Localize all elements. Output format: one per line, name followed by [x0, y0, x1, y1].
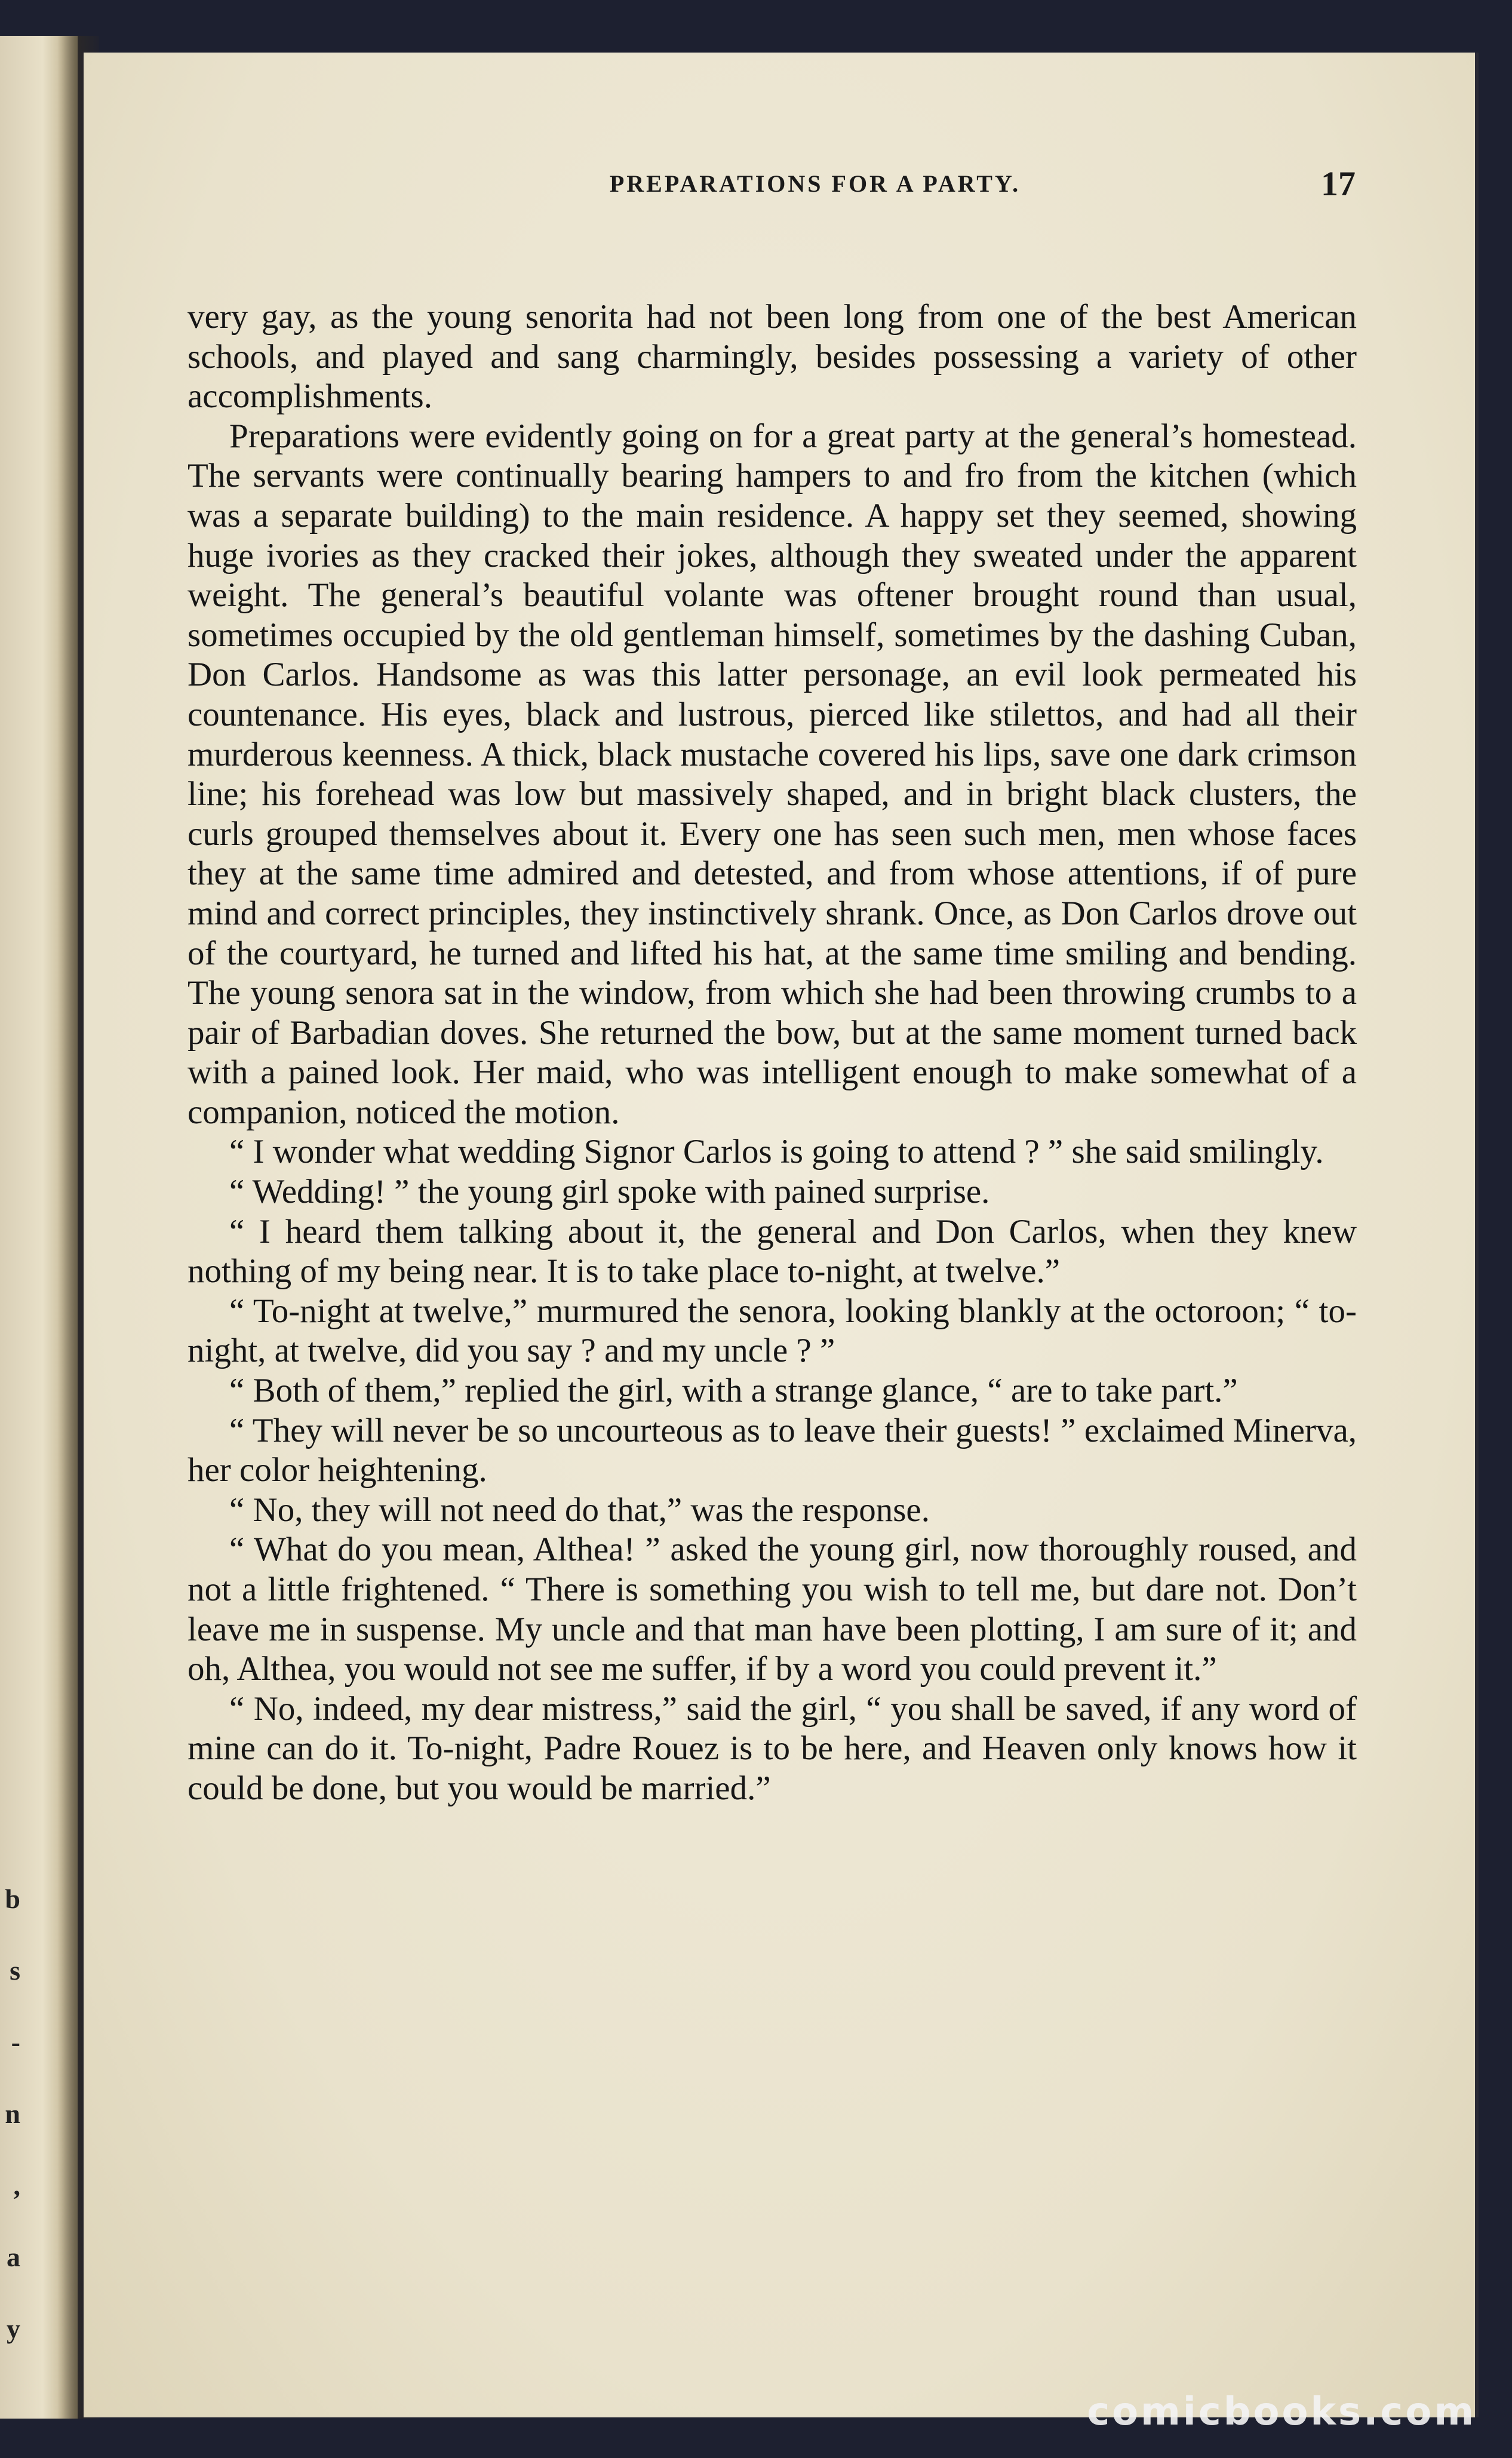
- paragraph: “ To-night at twelve,” murmured the senora, looking blankly at the octoroon; “ to-night, at twelve, did you say ? and my uncle ? ”: [188, 1292, 1357, 1370]
- prev-mark: a: [7, 2242, 20, 2272]
- paragraph: “ I wonder what wedding Signor Carlos is going to attend ? ” she said smilingly.: [229, 1133, 1324, 1171]
- paragraph: “ No, indeed, my dear mistress,” said the girl, “ you shall be saved, if any word of mine can do it. To-night, Padre Rouez is to be here, and Heaven only knows how it could be done, but you would be married.”: [188, 1689, 1357, 1807]
- paragraph: “ They will never be so uncourteous as to leave their guests! ” exclaimed Minerva, her color heightening.: [188, 1411, 1357, 1489]
- watermark: comicbooks.com: [1087, 2390, 1476, 2434]
- book-page: [84, 53, 1475, 2417]
- paragraph: very gay, as the young senorita had not been long from one of the best American schools, and played and sang charmingly, besides possessing a variety of other accomplishments.: [188, 298, 1357, 416]
- prev-mark: b: [5, 1884, 20, 1914]
- page-header: [84, 164, 1475, 211]
- paragraph: “ What do you mean, Althea! ” asked the young girl, now thoroughly roused, and not a little frightened. “ There is something you wish to tell me, but dare not. Don’t leave me in suspense. My uncle and that man have been plotting, I am sure of it; and oh, Althea, you would not see me suffer, if by a word you could prevent it.”: [188, 1531, 1357, 1688]
- prev-mark: -: [11, 2027, 20, 2057]
- prev-mark: y: [7, 2313, 20, 2344]
- prev-mark: n: [5, 2098, 20, 2129]
- paragraph: “ No, they will not need do that,” was the response.: [229, 1491, 930, 1529]
- running-head: PREPARATIONS FOR A PARTY.: [609, 170, 1021, 197]
- paragraph: “ I heard them talking about it, the general and Don Carlos, when they knew nothing of my being near. It is to take place to-night, at twelve.”: [188, 1212, 1357, 1291]
- page-number: 17: [1321, 164, 1356, 203]
- prev-mark: ,: [13, 2170, 20, 2201]
- previous-page-text-fragments: [0, 1863, 20, 2365]
- paragraph: “ Wedding! ” the young girl spoke with pained surprise.: [229, 1173, 990, 1211]
- paragraph: “ Both of them,” replied the girl, with a strange glance, “ are to take part.”: [229, 1372, 1238, 1410]
- page-body: [188, 297, 1357, 1809]
- prev-mark: s: [10, 1955, 20, 1986]
- paragraph: Preparations were evidently going on for a great party at the general’s homestead. The servants were continually bearing hampers to and fro from the kitchen (which was a separate building) to the main residence. A happy set they seemed, showing huge ivories as they cracked their jokes, although they sweated under the apparent weight. The general’s beautiful volante was oftener brought round than usual, sometimes occupied by the old gentleman himself, sometimes by the dashing Cuban, Don Carlos. Handsome as was this latter personage, an evil look permeated his countenance. His eyes, black and lustrous, pierced like stilettos, and had all their murderous keenness. A thick, black mustache covered his lips, save one dark crimson line; his forehead was low but massively shaped, and in bright black clusters, the curls grouped themselves about it. Every one has seen such men, men whose faces they at the same time admired and detested, and from whose attentions, if of pure mind and correct principles, they instinctively shrank. Once, as Don Carlos drove out of the courtyard, he turned and lifted his hat, at the same time smiling and bending. The young senora sat in the window, from which she had been throwing crumbs to a pair of Barbadian doves. She returned the bow, but at the same moment turned back with a pained look. Her maid, who was intelligent enough to make somewhat of a companion, noticed the motion.: [188, 417, 1357, 1131]
